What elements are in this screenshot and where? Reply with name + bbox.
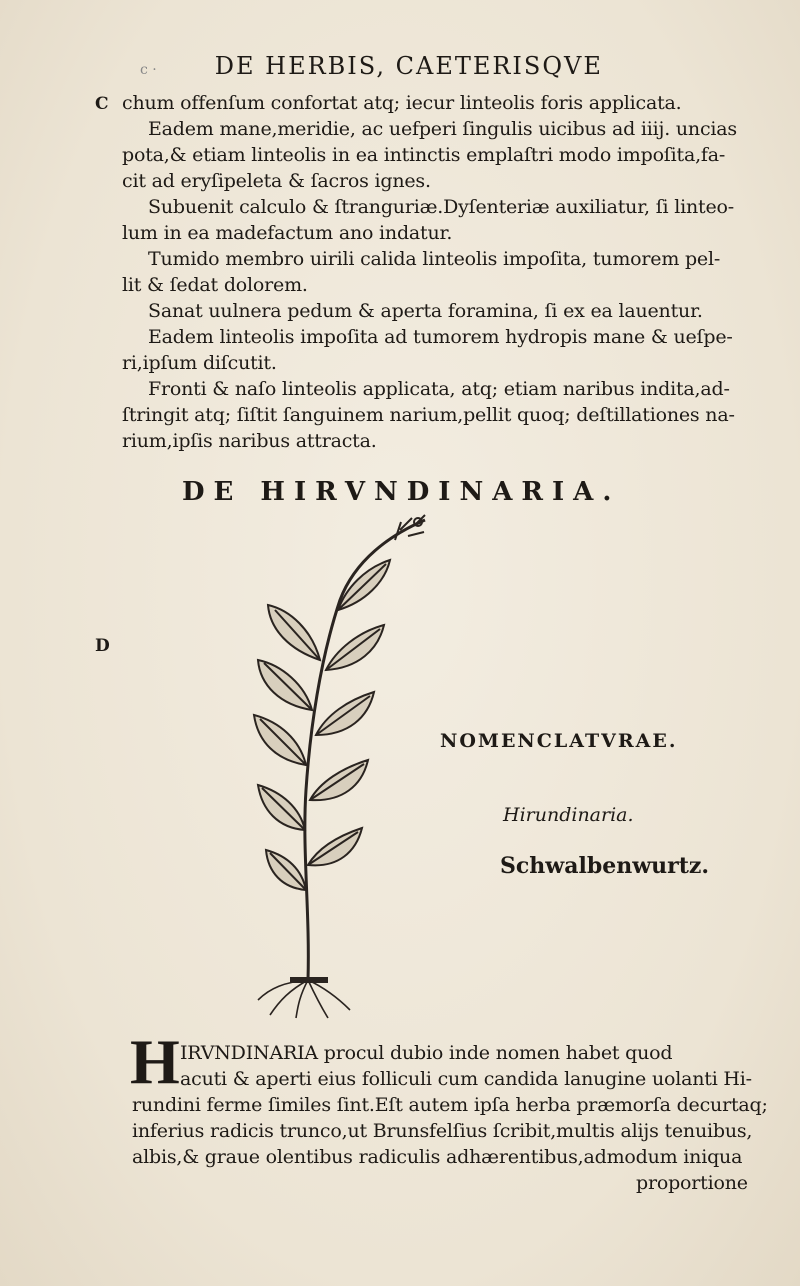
text-line: Eadem mane,meridie, ac uefperi ſingulis uicibus ad iiij. uncias [148, 118, 737, 140]
margin-letter-d: D [95, 636, 110, 656]
text-line: proportione [636, 1172, 748, 1194]
text-line: lum in ea madefactum ano indatur. [122, 222, 453, 244]
text-line: inferius radicis trunco,ut Brunsfelſius ſcribit,multis alijs tenuibus, [132, 1120, 753, 1142]
text-line: cit ad eryſipeleta & ſacros ignes. [122, 170, 431, 192]
margin-letter-c: C [95, 94, 109, 114]
page-mark: c · [140, 62, 157, 78]
plant-woodcut-illustration [250, 510, 450, 1020]
text-line: IRVNDINARIA procul dubio inde nomen habet quod [180, 1042, 673, 1064]
text-line: Eadem linteolis impoſita ad tumorem hydropis mane & ueſpe- [148, 326, 733, 348]
text-line: rium,ipſis naribus attracta. [122, 430, 377, 452]
german-name: Schwalbenwurtz. [500, 853, 710, 879]
text-line: ſtringit atq; ſiſtit ſanguinem narium,pellit quoq; deſtillationes na- [122, 404, 735, 426]
latin-name: Hirundinaria. [503, 804, 634, 826]
text-line: Tumido membro uirili calida linteolis impoſita, tumorem pel- [148, 248, 721, 270]
text-line: rundini ferme ſimiles ſint.Eſt autem ipſa herba præmorſa decurtaq; [132, 1094, 768, 1116]
text-line: lit & ſedat dolorem. [122, 274, 308, 296]
text-line: acuti & aperti eius folliculi cum candida lanugine uolanti Hi- [180, 1068, 752, 1090]
text-line: pota,& etiam linteolis in ea intinctis emplaſtri modo impoſita,fa- [122, 144, 726, 166]
text-line: albis,& graue olentibus radiculis adhærentibus,admodum iniqua [132, 1146, 743, 1168]
text-line: Fronti & naſo linteolis applicata, atq; etiam naribus indita,ad- [148, 378, 730, 400]
text-line: Sanat uulnera pedum & aperta foramina, ſi ex ea lauentur. [148, 300, 703, 322]
drop-cap: H [130, 1026, 180, 1097]
text-line: chum offenſum confortat atq; iecur linteolis foris applicata. [122, 92, 682, 114]
text-line: ri,ipſum diſcutit. [122, 352, 277, 374]
section-title: DE HIRVNDINARIA. [182, 477, 621, 507]
running-header [140, 52, 640, 86]
text-line: Subuenit calculo & ſtranguriæ.Dyſenteriæ auxiliatur, ſi linteo- [148, 196, 734, 218]
header-title: DE HERBIS, CAETERISQVE [214, 52, 603, 80]
nomenclature-heading: NOMENCLATVRAE. [440, 730, 678, 752]
